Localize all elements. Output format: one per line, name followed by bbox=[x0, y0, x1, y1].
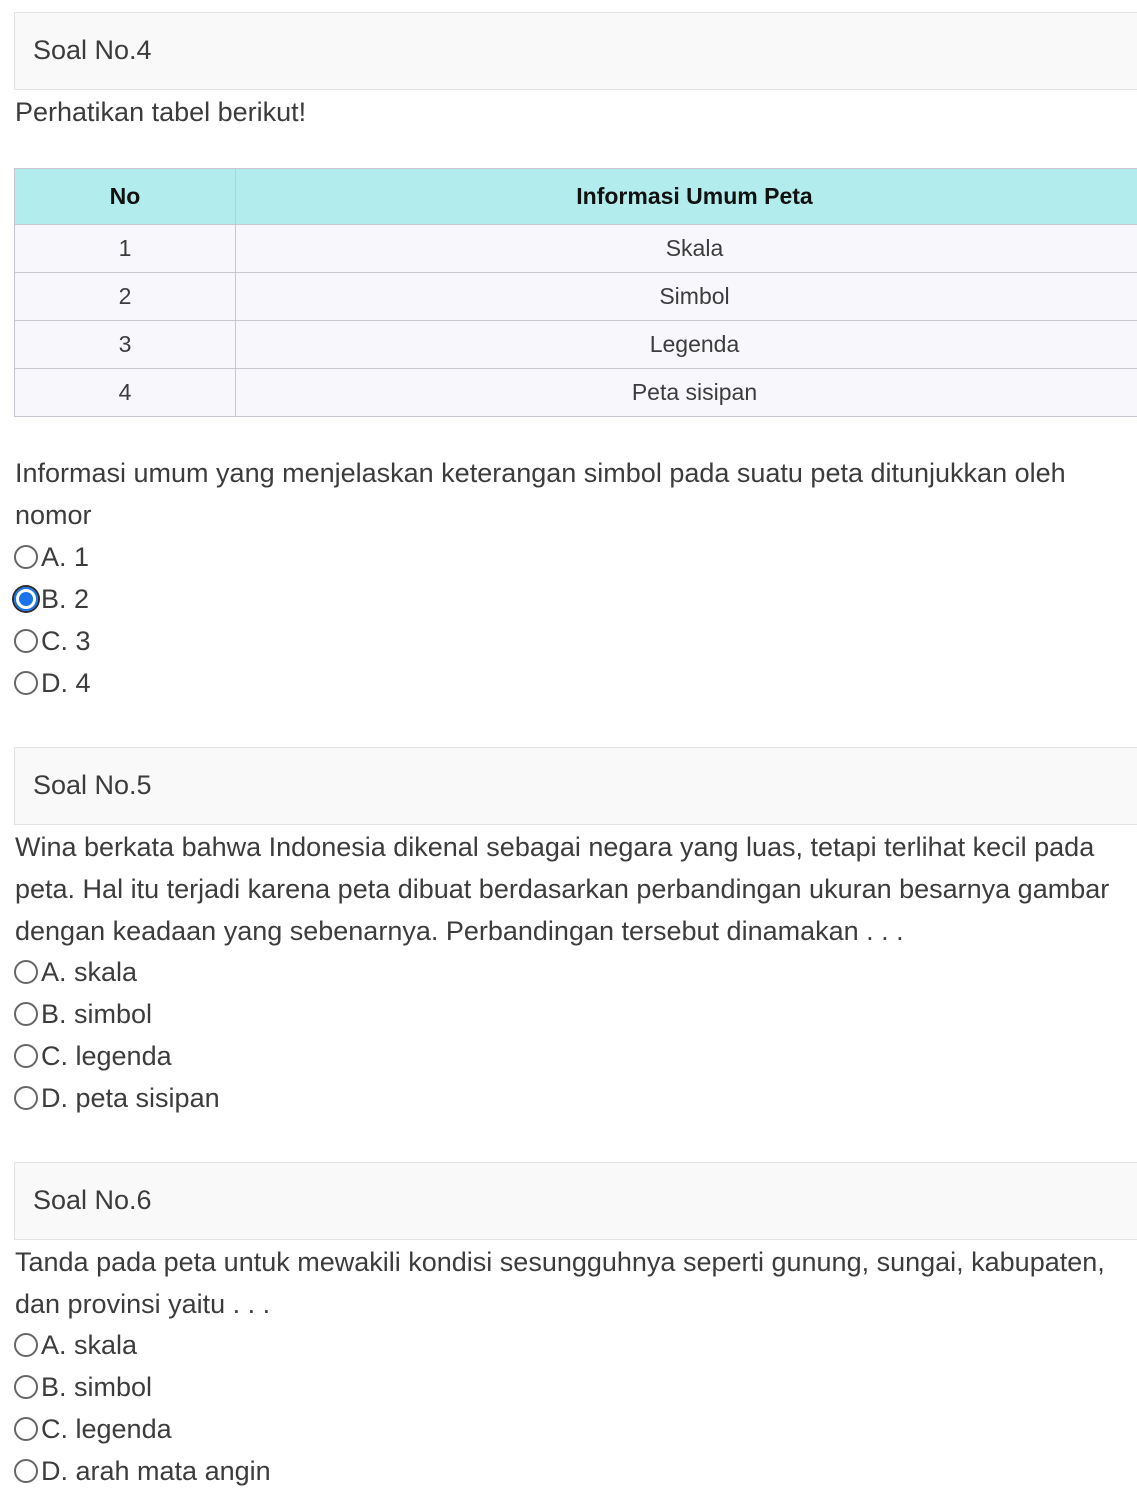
question-5-text-line: dengan keadaan yang sebenarnya. Perbandingan tersebut dinamakan . . . bbox=[15, 916, 904, 946]
question-5-header bbox=[14, 747, 1137, 825]
table-row bbox=[15, 273, 1137, 321]
question-5-text-line: Wina berkata bahwa Indonesia dikenal sebagai negara yang luas, tetapi terlihat kecil pada bbox=[15, 832, 1095, 862]
radio-button-icon[interactable] bbox=[14, 1002, 38, 1026]
option-label: B. 2 bbox=[41, 583, 90, 614]
question-6-title: Soal No.6 bbox=[33, 1185, 152, 1215]
table-row bbox=[15, 321, 1137, 369]
table-cell-no: 2 bbox=[15, 273, 236, 321]
radio-button-icon[interactable] bbox=[14, 1333, 38, 1357]
table-row bbox=[15, 369, 1137, 417]
question-4-option-b[interactable] bbox=[14, 578, 91, 620]
question-4-option-c[interactable] bbox=[14, 620, 91, 662]
question-6-text-line: Tanda pada peta untuk mewakili kondisi sesungguhnya seperti gunung, sungai, kabupaten, bbox=[15, 1247, 1105, 1277]
table-cell-info: Skala bbox=[236, 225, 1137, 273]
question-4-text-line: nomor bbox=[15, 500, 92, 530]
table-cell-info: Peta sisipan bbox=[236, 369, 1137, 417]
table-cell-no: 1 bbox=[15, 225, 236, 273]
question-6-text bbox=[15, 1241, 1135, 1325]
option-label: B. simbol bbox=[41, 1371, 153, 1402]
option-label: A. 1 bbox=[41, 541, 90, 572]
radio-button-icon[interactable] bbox=[14, 1459, 38, 1483]
table-cell-info: Simbol bbox=[236, 273, 1137, 321]
option-label: C. 3 bbox=[41, 625, 91, 656]
table-cell-no: 4 bbox=[15, 369, 236, 417]
radio-button-icon[interactable] bbox=[14, 629, 38, 653]
radio-button-icon[interactable] bbox=[14, 1086, 38, 1110]
radio-button-checked-icon[interactable] bbox=[14, 587, 38, 611]
option-label: D. 4 bbox=[41, 667, 91, 698]
question-6-option-c[interactable] bbox=[14, 1408, 271, 1450]
option-label: D. arah mata angin bbox=[41, 1455, 271, 1486]
option-label: A. skala bbox=[41, 1329, 138, 1360]
question-6-text-line: dan provinsi yaitu . . . bbox=[15, 1289, 271, 1319]
option-label: A. skala bbox=[41, 956, 138, 987]
question-5-option-d[interactable] bbox=[14, 1077, 220, 1119]
question-5-title: Soal No.5 bbox=[33, 770, 152, 800]
question-6-option-d[interactable] bbox=[14, 1450, 271, 1492]
question-6-header bbox=[14, 1162, 1137, 1240]
option-label: D. peta sisipan bbox=[41, 1082, 220, 1113]
question-6-option-a[interactable] bbox=[14, 1324, 271, 1366]
radio-button-icon[interactable] bbox=[14, 1375, 38, 1399]
table-row bbox=[15, 225, 1137, 273]
question-4-text-line: Informasi umum yang menjelaskan keterangan simbol pada suatu peta ditunjukkan oleh bbox=[15, 458, 1066, 488]
table-header-no: No bbox=[15, 169, 236, 225]
question-5-options bbox=[14, 951, 220, 1119]
info-table bbox=[14, 168, 1137, 417]
question-6-option-b[interactable] bbox=[14, 1366, 271, 1408]
question-4-text bbox=[15, 452, 1135, 536]
question-5-text-line: peta. Hal itu terjadi karena peta dibuat berdasarkan perbandingan ukuran besarnya gambar bbox=[15, 874, 1110, 904]
radio-button-icon[interactable] bbox=[14, 1044, 38, 1068]
radio-button-icon[interactable] bbox=[14, 960, 38, 984]
question-5-option-c[interactable] bbox=[14, 1035, 220, 1077]
radio-button-icon[interactable] bbox=[14, 1417, 38, 1441]
question-4-header bbox=[14, 12, 1137, 90]
question-4-intro: Perhatikan tabel berikut! bbox=[15, 97, 307, 127]
question-5-text bbox=[15, 826, 1135, 952]
question-5-option-b[interactable] bbox=[14, 993, 220, 1035]
table-cell-info: Legenda bbox=[236, 321, 1137, 369]
radio-button-icon[interactable] bbox=[14, 545, 38, 569]
table-header-row bbox=[15, 169, 1137, 225]
question-6-options bbox=[14, 1324, 271, 1492]
question-4-options bbox=[14, 536, 91, 704]
option-label: B. simbol bbox=[41, 998, 153, 1029]
question-5-option-a[interactable] bbox=[14, 951, 220, 993]
question-4-title: Soal No.4 bbox=[33, 35, 152, 65]
question-4-option-d[interactable] bbox=[14, 662, 91, 704]
option-label: C. legenda bbox=[41, 1040, 172, 1071]
radio-button-icon[interactable] bbox=[14, 671, 38, 695]
question-4-option-a[interactable] bbox=[14, 536, 91, 578]
table-header-info: Informasi Umum Peta bbox=[236, 169, 1137, 225]
option-label: C. legenda bbox=[41, 1413, 172, 1444]
table-cell-no: 3 bbox=[15, 321, 236, 369]
